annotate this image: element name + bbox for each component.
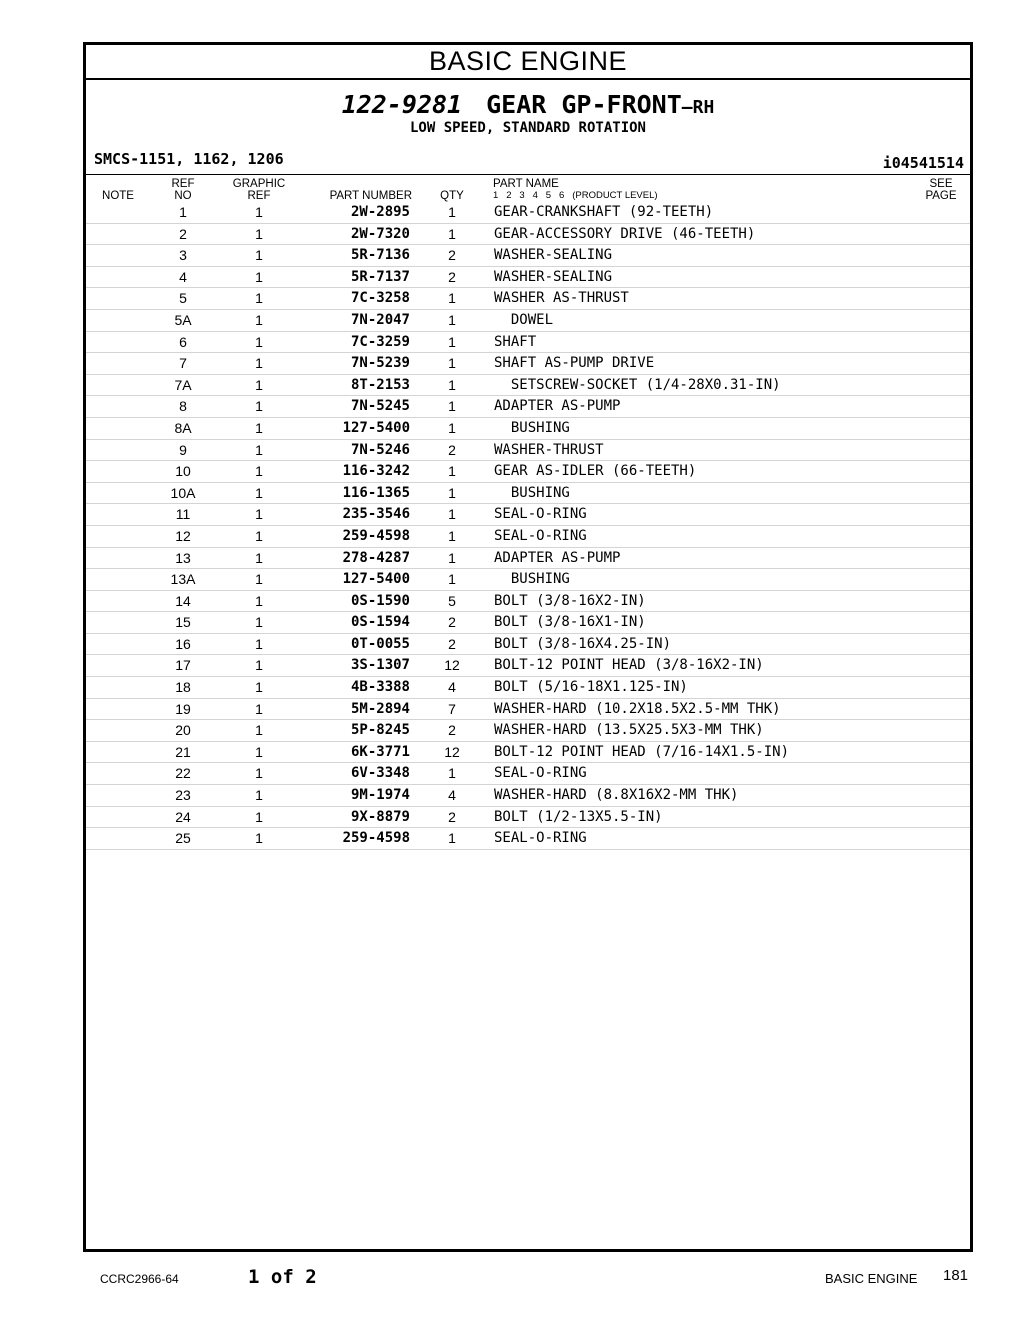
table-row (86, 526, 970, 548)
table-row (86, 418, 970, 440)
part-name-cell: BOLT-12 POINT HEAD (7/16-14X1.5-IN) (494, 743, 790, 760)
part-number-cell: 5M-2894 (350, 700, 410, 717)
part-number-cell: 0S-1594 (350, 614, 410, 631)
part-number-cell: 259-4598 (342, 830, 410, 847)
graphic-ref-cell: 1 (255, 830, 263, 847)
table-row (86, 332, 970, 354)
ref-no-cell: 18 (175, 679, 191, 696)
graphic-ref-cell: 1 (255, 376, 263, 393)
graphic-ref-cell: 1 (255, 527, 263, 544)
table-row (86, 612, 970, 634)
ref-no-cell: 24 (175, 808, 191, 825)
ref-no-cell: 22 (175, 765, 191, 782)
illustration-id: i04541514 (882, 154, 964, 172)
graphic-ref-cell: 1 (255, 549, 263, 566)
qty-cell: 4 (448, 679, 456, 696)
part-name-cell: ADAPTER AS-PUMP (494, 398, 621, 415)
ref-no-cell: 15 (175, 614, 191, 631)
graphic-ref-cell: 1 (255, 204, 263, 220)
part-name-cell: WASHER-SEALING (494, 268, 613, 285)
table-row (86, 310, 970, 332)
footer-section: BASIC ENGINE (825, 1271, 918, 1286)
part-name-cell: SHAFT (494, 333, 537, 350)
part-name-cell: DOWEL (494, 311, 554, 328)
qty-cell: 5 (448, 592, 456, 609)
ref-no-cell: 7 (179, 355, 187, 372)
header-see-top: SEE (929, 178, 953, 190)
part-number-cell: 278-4287 (342, 549, 410, 566)
graphic-ref-cell: 1 (255, 679, 263, 696)
header-product-levels: 1 2 3 4 5 6 (PRODUCT LEVEL) (493, 190, 658, 201)
smcs-codes: SMCS-1151, 1162, 1206 (94, 150, 284, 168)
graphic-ref-cell: 1 (255, 419, 263, 436)
part-name-cell: SETSCREW-SOCKET (1/4-28X0.31-IN) (494, 376, 781, 393)
qty-cell: 1 (448, 527, 456, 544)
ref-no-cell: 5A (174, 311, 192, 328)
qty-cell: 1 (448, 333, 456, 350)
table-row (86, 655, 970, 677)
ref-no-cell: 8 (179, 398, 187, 415)
table-row (86, 267, 970, 289)
part-number-cell: 5R-7136 (350, 247, 410, 264)
graphic-ref-cell: 1 (255, 463, 263, 480)
qty-cell: 1 (448, 204, 456, 220)
graphic-ref-cell: 1 (255, 614, 263, 631)
qty-cell: 2 (448, 808, 456, 825)
part-number-cell: 0T-0055 (350, 635, 410, 652)
header-ref-top: REF (171, 178, 195, 190)
part-number-cell: 9X-8879 (350, 808, 410, 825)
graphic-ref-cell: 1 (255, 722, 263, 739)
part-name-cell: BOLT (3/8-16X4.25-IN) (494, 635, 672, 652)
part-name-cell: WASHER-HARD (8.8X16X2-MM THK) (494, 787, 739, 804)
graphic-ref-cell: 1 (255, 225, 263, 242)
footer-doc-code: CCRC2966-64 (100, 1272, 179, 1286)
header-graphic (224, 178, 294, 202)
part-number-cell: 7N-5245 (350, 398, 410, 415)
table-row (86, 569, 970, 591)
group-part-number: 122-9281 (341, 90, 463, 119)
qty-cell: 1 (448, 398, 456, 415)
group-title (86, 91, 970, 122)
header-graphic-top: GRAPHIC (232, 178, 286, 190)
ref-no-cell: 9 (179, 441, 187, 458)
header-ref-bottom: NO (174, 190, 192, 202)
graphic-ref-cell: 1 (255, 333, 263, 350)
graphic-ref-cell: 1 (255, 484, 263, 501)
table-row (86, 591, 970, 613)
part-number-cell: 127-5400 (342, 419, 410, 436)
header-ref (158, 178, 208, 202)
part-name-cell: WASHER AS-THRUST (494, 290, 629, 307)
qty-cell: 1 (448, 376, 456, 393)
part-name-cell: GEAR AS-IDLER (66-TEETH) (494, 463, 697, 480)
section-title: BASIC ENGINE (86, 45, 970, 80)
group-name: GEAR GP-FRONT (486, 90, 682, 119)
table-row (86, 224, 970, 246)
qty-cell: 12 (444, 743, 460, 760)
qty-cell: 12 (444, 657, 460, 674)
part-number-cell: 9M-1974 (350, 787, 410, 804)
part-number-cell: 5P-8245 (350, 722, 410, 739)
table-row (86, 548, 970, 570)
part-number-cell: 4B-3388 (350, 679, 410, 696)
qty-cell: 4 (448, 787, 456, 804)
graphic-ref-cell: 1 (255, 592, 263, 609)
part-name-cell: BOLT (3/8-16X2-IN) (494, 592, 646, 609)
header-see-bottom: PAGE (925, 190, 957, 202)
part-name-cell: BOLT (1/2-13X5.5-IN) (494, 808, 663, 825)
qty-cell: 1 (448, 830, 456, 847)
part-name-cell: SEAL-O-RING (494, 830, 587, 847)
part-number-cell: 7C-3258 (350, 290, 410, 307)
qty-cell: 1 (448, 484, 456, 501)
part-name-cell: BUSHING (494, 419, 570, 436)
table-row (86, 202, 970, 224)
part-name-cell: BOLT (5/16-18X1.125-IN) (494, 679, 688, 696)
part-name-cell: WASHER-SEALING (494, 247, 613, 264)
ref-no-cell: 13 (175, 549, 191, 566)
qty-cell: 2 (448, 268, 456, 285)
table-row (86, 245, 970, 267)
part-number-cell: 235-3546 (342, 506, 410, 523)
part-number-cell: 116-3242 (342, 463, 410, 480)
table-row (86, 807, 970, 829)
part-name-cell: WASHER-THRUST (494, 441, 604, 458)
part-name-cell: SEAL-O-RING (494, 506, 587, 523)
part-number-cell: 6V-3348 (350, 765, 410, 782)
ref-no-cell: 16 (175, 635, 191, 652)
ref-no-cell: 13A (170, 571, 196, 588)
part-name-cell: BOLT-12 POINT HEAD (3/8-16X2-IN) (494, 657, 764, 674)
graphic-ref-cell: 1 (255, 743, 263, 760)
ref-no-cell: 8A (174, 419, 192, 436)
qty-cell: 2 (448, 441, 456, 458)
table-row (86, 353, 970, 375)
part-name-cell: SEAL-O-RING (494, 765, 587, 782)
qty-cell: 1 (448, 355, 456, 372)
part-number-cell: 259-4598 (342, 527, 410, 544)
header-see-page (916, 178, 966, 202)
table-row (86, 785, 970, 807)
graphic-ref-cell: 1 (255, 441, 263, 458)
part-number-cell: 7C-3259 (350, 333, 410, 350)
part-name-cell: SHAFT AS-PUMP DRIVE (494, 355, 655, 372)
header-note: NOTE (102, 190, 134, 202)
table-row (86, 677, 970, 699)
part-number-cell: 5R-7137 (350, 268, 410, 285)
part-name-cell: BUSHING (494, 484, 570, 501)
group-suffix: —RH (681, 97, 715, 118)
part-name-cell: WASHER-HARD (13.5X25.5X3-MM THK) (494, 722, 764, 739)
group-subtitle: LOW SPEED, STANDARD ROTATION (409, 120, 646, 136)
part-number-cell: 7N-5239 (350, 355, 410, 372)
table-row (86, 828, 970, 850)
table-row (86, 699, 970, 721)
parts-page-frame (83, 42, 973, 1252)
graphic-ref-cell: 1 (255, 506, 263, 523)
qty-cell: 1 (448, 225, 456, 242)
graphic-ref-cell: 1 (255, 787, 263, 804)
graphic-ref-cell: 1 (255, 247, 263, 264)
ref-no-cell: 6 (179, 333, 187, 350)
table-row (86, 375, 970, 397)
qty-cell: 1 (448, 571, 456, 588)
header-qty: QTY (440, 190, 464, 202)
qty-cell: 2 (448, 247, 456, 264)
ref-no-cell: 23 (175, 787, 191, 804)
header-part-name (493, 178, 658, 202)
part-number-cell: 7N-2047 (350, 311, 410, 328)
qty-cell: 1 (448, 419, 456, 436)
table-row (86, 763, 970, 785)
graphic-ref-cell: 1 (255, 808, 263, 825)
part-number-cell: 6K-3771 (350, 743, 410, 760)
ref-no-cell: 4 (179, 268, 187, 285)
graphic-ref-cell: 1 (255, 268, 263, 285)
ref-no-cell: 3 (179, 247, 187, 264)
graphic-ref-cell: 1 (255, 635, 263, 652)
part-number-cell: 127-5400 (342, 571, 410, 588)
header-graphic-bottom: REF (247, 190, 271, 202)
table-row (86, 483, 970, 505)
ref-no-cell: 19 (175, 700, 191, 717)
ref-no-cell: 7A (174, 376, 192, 393)
graphic-ref-cell: 1 (255, 700, 263, 717)
header-rule (86, 174, 970, 175)
qty-cell: 2 (448, 614, 456, 631)
table-row (86, 396, 970, 418)
table-row (86, 634, 970, 656)
part-name-cell: BUSHING (494, 571, 570, 588)
qty-cell: 1 (448, 765, 456, 782)
ref-no-cell: 10 (175, 463, 191, 480)
graphic-ref-cell: 1 (255, 311, 263, 328)
ref-no-cell: 21 (175, 743, 191, 760)
ref-no-cell: 11 (175, 506, 191, 523)
ref-no-cell: 10A (170, 484, 196, 501)
ref-no-cell: 14 (175, 592, 191, 609)
table-row (86, 720, 970, 742)
part-number-cell: 2W-7320 (350, 225, 410, 242)
ref-no-cell: 25 (175, 830, 191, 847)
part-name-cell: BOLT (3/8-16X1-IN) (494, 614, 646, 631)
qty-cell: 2 (448, 722, 456, 739)
graphic-ref-cell: 1 (255, 571, 263, 588)
table-row (86, 742, 970, 764)
part-number-cell: 7N-5246 (350, 441, 410, 458)
ref-no-cell: 17 (175, 657, 191, 674)
table-row (86, 288, 970, 310)
ref-no-cell: 2 (179, 225, 187, 242)
part-number-cell: 3S-1307 (350, 657, 410, 674)
part-number-cell: 116-1365 (342, 484, 410, 501)
qty-cell: 7 (448, 700, 456, 717)
ref-no-cell: 5 (179, 290, 187, 307)
qty-cell: 1 (448, 290, 456, 307)
part-number-cell: 2W-2895 (350, 204, 410, 220)
header-part-name-top: PART NAME (493, 178, 559, 190)
part-name-cell: SEAL-O-RING (494, 527, 587, 544)
part-number-cell: 0S-1590 (350, 592, 410, 609)
graphic-ref-cell: 1 (255, 657, 263, 674)
footer-page-number: 181 (943, 1267, 969, 1284)
ref-no-cell: 20 (175, 722, 191, 739)
part-name-cell: ADAPTER AS-PUMP (494, 549, 621, 566)
part-name-cell: WASHER-HARD (10.2X18.5X2.5-MM THK) (494, 700, 781, 717)
qty-cell: 1 (448, 311, 456, 328)
table-row (86, 504, 970, 526)
qty-cell: 1 (448, 463, 456, 480)
graphic-ref-cell: 1 (255, 355, 263, 372)
qty-cell: 1 (448, 506, 456, 523)
ref-no-cell: 12 (175, 527, 191, 544)
part-name-cell: GEAR-ACCESSORY DRIVE (46-TEETH) (494, 225, 756, 242)
part-number-cell: 8T-2153 (350, 376, 410, 393)
qty-cell: 1 (448, 549, 456, 566)
table-row (86, 440, 970, 462)
parts-table (86, 202, 970, 850)
graphic-ref-cell: 1 (255, 765, 263, 782)
part-name-cell: GEAR-CRANKSHAFT (92-TEETH) (494, 204, 714, 220)
qty-cell: 2 (448, 635, 456, 652)
graphic-ref-cell: 1 (255, 290, 263, 307)
footer-page-of: 1 of 2 (248, 1266, 317, 1288)
graphic-ref-cell: 1 (255, 398, 263, 415)
table-row (86, 461, 970, 483)
ref-no-cell: 1 (179, 204, 187, 220)
header-part-number: PART NUMBER (329, 190, 412, 202)
